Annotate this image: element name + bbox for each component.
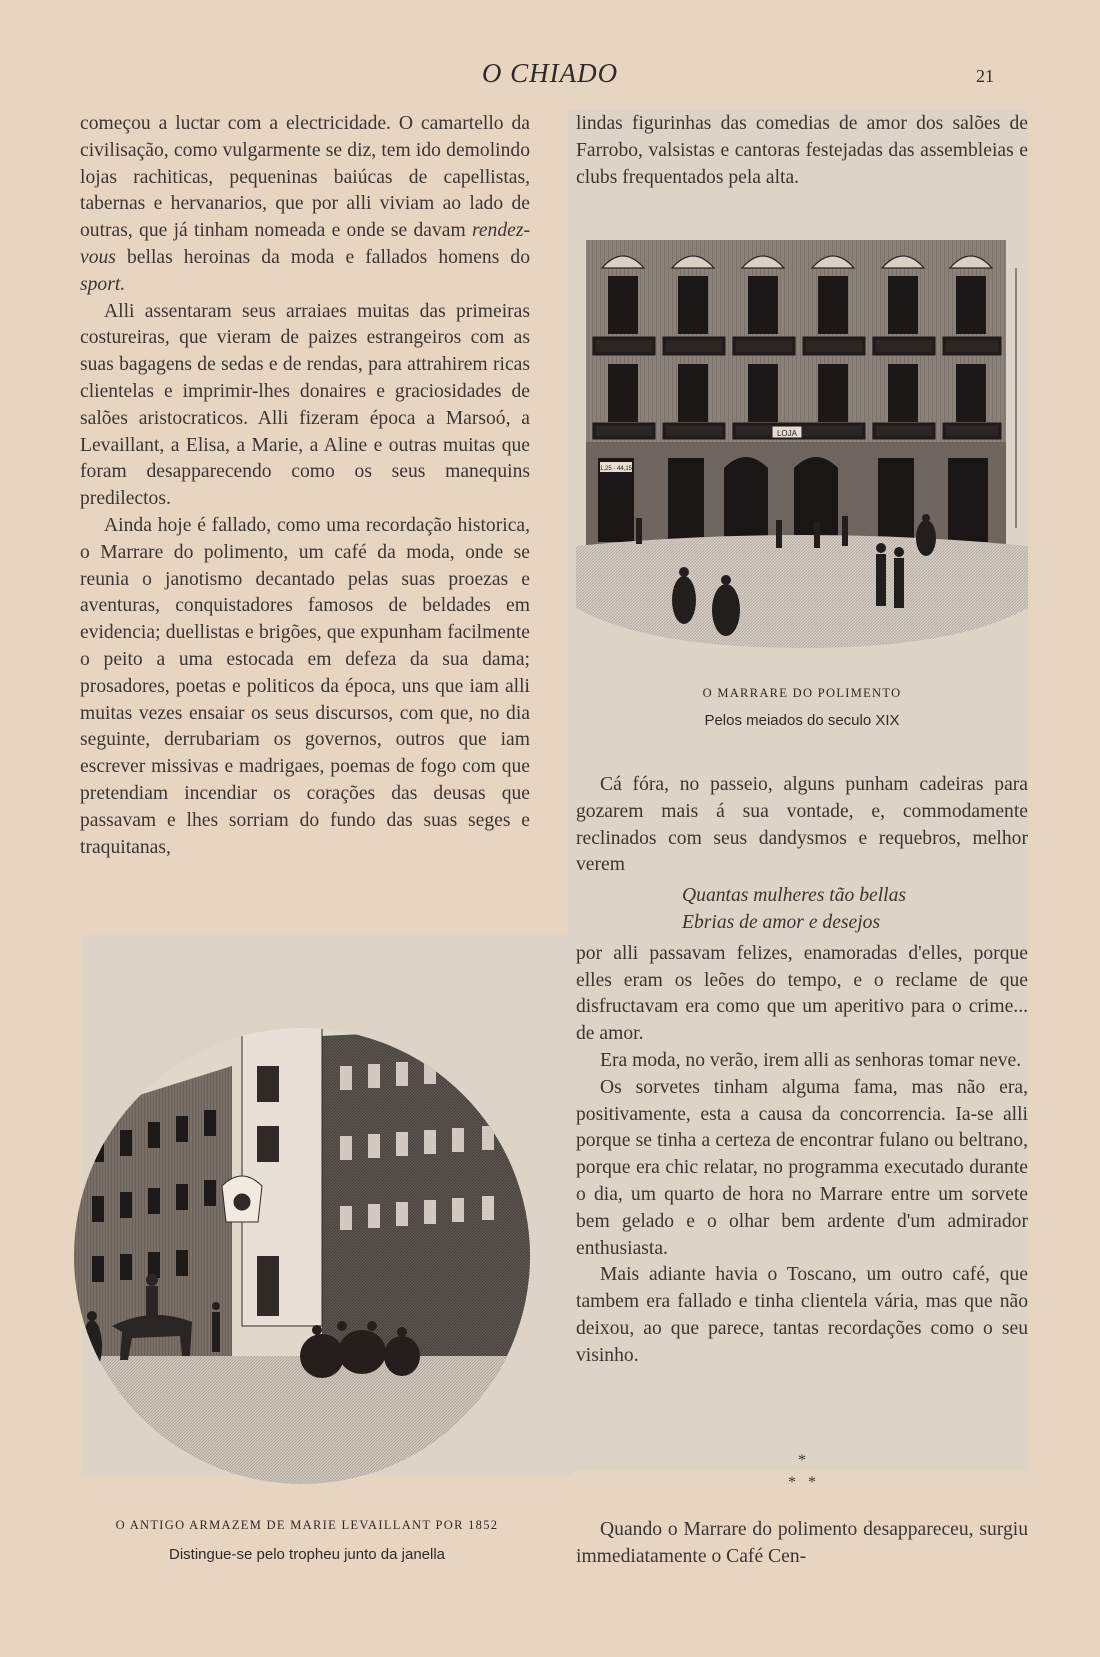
- verse-line: Ebrias de amor e desejos: [682, 911, 881, 933]
- page-number: 21: [976, 66, 994, 86]
- text-span: lindas figurinhas das comedias de amor dos salões de Farrobo, valsistas e cantoras festejadas das assembleias e clubs frequentados pela alta.: [576, 113, 1028, 188]
- text-span: Ainda hoje é fallado, como uma recordação historica, o Marrare do polimento, um café da moda, onde se reunia o janotismo decantado pelas suas proezas e aventuras, conquistadores famosos de beldades em evidencia; duellistas e brigões, que expunham facilmente o peito a uma estocada em defeza da sua dama; prosadores, poetas e politicos da época, uns que iam alli muitas vezes ensaiar os seus discursos, com que, no dia seguinte, derrubariam os governos, outros que iam escrever missivas e madrigaes, poemas de fogo com que pretendiam incendiar os corações das deusas que passavam e lhes sorriam do fundo das suas seges e traquitanas,: [80, 514, 530, 858]
- marrare-caption-subtitle: Pelos meiados do seculo XIX: [704, 712, 900, 729]
- text-span: bellas heroinas da moda e fallados homens do: [115, 246, 530, 268]
- italic-text: sport.: [80, 273, 126, 295]
- paragraph: Quando o Marrare do polimento desappareceu, surgiu immediatamente o Café Cen-: [576, 1519, 1028, 1567]
- marrare-caption-title: O MARRARE DO POLIMENTO: [702, 686, 902, 700]
- section-break-top: *: [798, 1452, 806, 1469]
- paragraph: [80, 299, 530, 513]
- left-column: [80, 111, 530, 861]
- marrare-illustration: [576, 228, 1028, 668]
- paragraph: Era moda, no verão, irem alli as senhoras tomar neve.: [600, 1049, 1022, 1071]
- italic-text: rendez-vous: [80, 220, 530, 268]
- right-column-top: [576, 111, 1028, 191]
- marrare-shop-sign: LOJA: [776, 429, 798, 438]
- levaillant-caption-subtitle: Distingue-se pelo tropheu junto da janella: [168, 1546, 446, 1563]
- paragraph: [576, 111, 1028, 191]
- paragraph: Cá fóra, no passeio, alguns punham cadeiras para gozarem mais á sua vontade, e, commodamente reclinados com seus dandysmos e requebros, melhor verem: [576, 774, 1028, 876]
- paragraph: Os sorvetes tinham alguma fama, mas não era, positivamente, esta a causa da concorrencia. Ia-se alli porque se tinha a certeza de encontrar fulano ou beltrano, porque era chic relatar, no programma executado durante o dia, um quarto de hora no Marrare entre um sorvete bem gelado e o olhar bem ardente d'um admirador enthusiasta.: [576, 1076, 1028, 1259]
- right-column-bottom: [576, 1517, 1028, 1571]
- levaillant-caption-title: O ANTIGO ARMAZEM DE MARIE LEVAILLANT POR 1852: [115, 1518, 499, 1532]
- verse-block: [576, 883, 1028, 937]
- text-span: Alli assentaram seus arraiaes muitas das primeiras costureiras, que vieram de paizes estrangeiros com as suas bagagens de sedas e de rendas, para attrahirem ricas clientelas e imprimir-lhes donaires e graciosidades de salões aristocraticos. Alli fizeram época a Marsoó, a Levaillant, a Elisa, a Marie, a Aline e outras muitas que foram desapparecendo como os seus manequins predilectos.: [80, 300, 530, 510]
- right-column-middle: [576, 772, 1028, 1370]
- section-break-bottom: * *: [788, 1474, 816, 1491]
- paragraph: [80, 513, 530, 861]
- verse-line: Quantas mulheres tão bellas: [682, 885, 907, 907]
- levaillant-illustration: [72, 1026, 532, 1486]
- trophy-ornament: [222, 1176, 262, 1222]
- paragraph: por alli passavam felizes, enamoradas d'elles, porque elles eram os leões do tempo, e o reclame de que disfructavam era como que um aperitivo para o crime... de amor.: [576, 942, 1028, 1045]
- text-span: começou a luctar com a electricidade. O camartello da civilisação, como vulgarmente se diz, tem ido demolindo lojas rachiticas, pequeninas baiúcas de capellistas, tabernas e hervanarios, que por alli viviam ao lado de outras, que já tinham nomeada e onde se davam: [80, 113, 530, 242]
- paragraph: Mais adiante havia o Toscano, um outro café, que tambem era fallado e tinha clientela vária, mas que não deixou, ao que parece, tantas recordações como o seu visinho.: [576, 1264, 1028, 1366]
- page-title: O CHIADO: [481, 58, 619, 88]
- paragraph: [80, 111, 530, 299]
- marrare-door-sign: 1,25 · 44,15: [599, 466, 633, 472]
